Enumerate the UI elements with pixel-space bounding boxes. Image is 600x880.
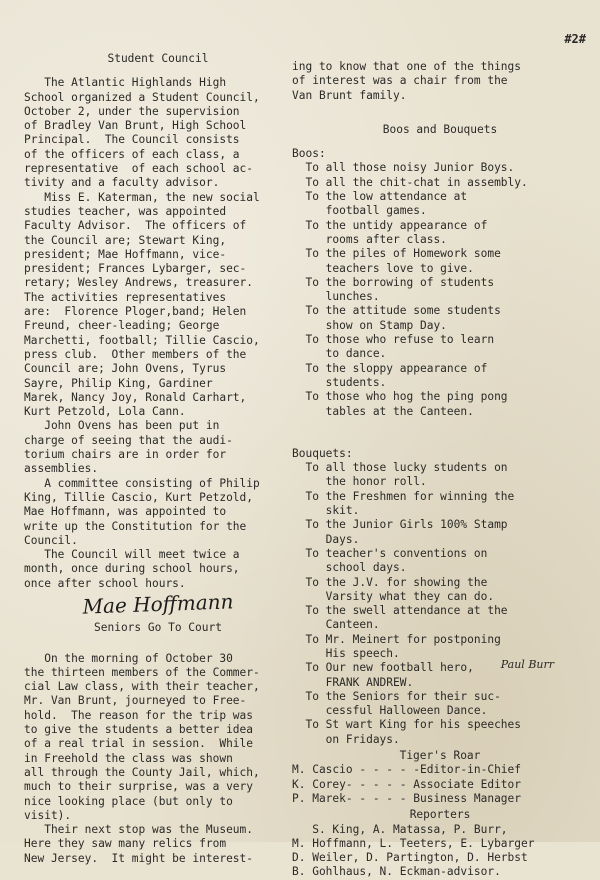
text-line: once after school hours. [24, 576, 186, 590]
text-line: His speech. [292, 646, 400, 660]
text-line: cessful Halloween Dance. [292, 704, 488, 718]
text-line: To those who hog the ping pong [292, 390, 508, 404]
staff-line: K. Corey- - - - - Associate Editor [292, 777, 522, 791]
text-line: To the Freshmen for winning the [292, 489, 515, 503]
text-line: ing to know that one of the things [292, 60, 522, 73]
list-item [292, 547, 588, 576]
text-line: Mr. Van Brunt, journeyed to Free- [24, 694, 247, 708]
list-item [292, 461, 588, 490]
text-line: to give the students a better idea [24, 723, 254, 737]
text-line: Canteen. [292, 618, 380, 632]
seniors-court-article [24, 652, 292, 866]
list-item [292, 576, 588, 605]
text-line: To the piles of Homework some [292, 247, 501, 261]
seniors-court-heading: Seniors Go To Court [94, 621, 222, 635]
text-line: assemblies. [24, 462, 99, 476]
masthead-staff [292, 763, 588, 806]
list-item [292, 333, 588, 362]
list-item [292, 176, 588, 190]
bouquets-list [292, 461, 588, 747]
text-line: To the Seniors for their suc- [292, 689, 501, 703]
right-column [292, 60, 588, 880]
text-line: Mae Hoffmann, was appointed to [24, 505, 227, 519]
list-item [292, 633, 588, 662]
text-line: teachers love to give. [292, 261, 474, 275]
text-line: on Fridays. [292, 732, 400, 746]
list-item [292, 247, 588, 276]
text-line: president; Mae Hoffmann, vice- [24, 247, 227, 261]
text-line: Principal. The Council consists [24, 133, 240, 147]
text-line: On the morning of October 30 [24, 651, 233, 665]
text-line: lunches. [292, 290, 380, 304]
text-line: Marchetti, football; Tillie Cascio, [24, 333, 260, 347]
text-line: To all those lucky students on [292, 461, 508, 475]
text-line: Council. [24, 533, 78, 547]
text-line: The activities representatives [24, 290, 227, 304]
text-line: rooms after class. [292, 232, 447, 246]
seniors-court-continuation [292, 60, 588, 103]
list-item [292, 190, 588, 219]
text-line: month, once during school hours, [24, 562, 240, 576]
text-line: The Atlantic Highlands High [24, 76, 227, 90]
text-line: hold. The reason for the trip was [24, 708, 254, 722]
text-line: To the borrowing of students [292, 275, 495, 289]
text-line: of the officers of each class, a [24, 147, 240, 161]
text-line: To all the chit-chat in assembly. [292, 175, 528, 189]
list-item [292, 276, 588, 305]
text-line: Their next stop was the Museum. [24, 823, 254, 837]
text-line: Varsity what they can do. [292, 589, 495, 603]
text-line: the thirteen members of the Commer- [24, 665, 260, 679]
text-line: A committee consisting of Philip [24, 476, 260, 490]
text-line: The Council will meet twice a [24, 548, 240, 562]
text-line: To the sloppy appearance of [292, 361, 488, 375]
paragraph [24, 652, 292, 824]
text-line: Kurt Petzold, Lola Cann. [24, 405, 186, 419]
text-line: To the swell attendance at the [292, 604, 508, 618]
text-line: cial Law class, with their teacher, [24, 680, 260, 694]
text-line: To teacher's conventions on [292, 546, 488, 560]
staff-line: P. Marek- - - - - Business Manager [292, 791, 522, 805]
text-line: of a real trial in session. While [24, 737, 254, 751]
text-line: Council are; John Ovens, Tyrus [24, 362, 227, 376]
text-line: nice looking place (but only to [24, 794, 233, 808]
list-item [292, 518, 588, 547]
text-line: retary; Wesley Andrews, treasurer. [24, 276, 254, 290]
text-line: FRANK ANDREW. [292, 675, 414, 689]
text-line: show on Stamp Day. [292, 318, 447, 332]
paragraph [24, 191, 292, 420]
text-line: president; Frances Lybarger, sec- [24, 262, 247, 276]
text-line: studies teacher, was appointed [24, 204, 227, 218]
paragraph [24, 76, 292, 190]
text-line: are: Florence Ploger,band; Helen [24, 305, 247, 319]
text-line: Marek, Nancy Joy, Ronald Carhart, [24, 390, 247, 404]
boos-list [292, 161, 588, 418]
text-line: To the attitude some students [292, 304, 501, 318]
text-line: Days. [292, 532, 360, 546]
text-line: torium chairs are in order for [24, 448, 227, 462]
text-line: New Jersey. It might be interest- [24, 851, 254, 865]
text-line: press club. Other members of the [24, 347, 247, 361]
page-number: #2# [564, 32, 586, 46]
text-line: King, Tillie Cascio, Kurt Petzold, [24, 490, 254, 504]
signature-mae-hoffmann: Mae Hoffmann [82, 589, 234, 619]
text-line: To the Junior Girls 100% Stamp [292, 518, 508, 532]
text-line: Faculty Advisor. The officers of [24, 219, 247, 233]
reporter-line: M. Hoffmann, L. Teeters, E. Lybarger [292, 836, 535, 850]
text-line: skit. [292, 504, 360, 518]
text-line: of interest was a chair from the [292, 74, 508, 88]
text-line: To Mr. Meinert for postponing [292, 632, 501, 646]
list-item [292, 490, 588, 519]
text-line: Sayre, Philip King, Gardiner [24, 376, 213, 390]
staff-line: M. Cascio - - - - -Editor-in-Chief [292, 763, 522, 777]
reporters-list [292, 823, 588, 880]
text-line: To Our new football hero, [292, 661, 474, 675]
list-item [292, 718, 588, 747]
text-line: Freund, cheer-leading; George [24, 319, 220, 333]
text-line: tables at the Canteen. [292, 404, 474, 418]
signature-paul-burr: Paul Burr [500, 658, 554, 671]
text-line: Here they saw many relics from [24, 837, 227, 851]
masthead-title: Tiger's Roar [399, 749, 481, 763]
text-line: the Council are; Stewart King, [24, 233, 227, 247]
boos-label: Boos: [292, 147, 326, 161]
list-item [292, 604, 588, 633]
reporter-line: S. King, A. Matassa, P. Burr, [292, 822, 508, 836]
text-line: To St wart King for his speeches [292, 718, 522, 732]
text-line: visit). [24, 808, 72, 822]
left-column [24, 52, 292, 866]
text-line: To the untidy appearance of [292, 218, 488, 232]
paragraph [24, 823, 292, 866]
reporters-label: Reporters [409, 808, 471, 822]
paragraph [24, 419, 292, 476]
text-line: write up the Constitution for the [24, 519, 247, 533]
text-line: charge of seeing that the audi- [24, 433, 233, 447]
text-line: of Bradley Van Brunt, High School [24, 119, 247, 133]
text-line: all through the County Jail, which, [24, 765, 260, 779]
text-line: To those who refuse to learn [292, 333, 495, 347]
list-item [292, 161, 588, 175]
text-line: football games. [292, 204, 427, 218]
reporter-line: B. Gohlhaus, N. Eckman-advisor. [292, 865, 501, 879]
text-line: To all those noisy Junior Boys. [292, 161, 515, 175]
text-line: Miss E. Katerman, the new social [24, 190, 260, 204]
text-line: Van Brunt family. [292, 88, 407, 102]
paragraph [24, 548, 292, 591]
text-line: much to their surprise, was a very [24, 780, 254, 794]
list-item [292, 362, 588, 391]
paragraph [24, 477, 292, 548]
text-line: John Ovens has been put in [24, 419, 220, 433]
reporter-line: D. Weiler, D. Partington, D. Herbst [292, 851, 528, 865]
text-line: students. [292, 375, 387, 389]
text-line: in Freehold the class was shown [24, 751, 233, 765]
list-item [292, 390, 588, 419]
text-line: to dance. [292, 347, 387, 361]
text-line: representative of each school ac- [24, 162, 254, 176]
list-item [292, 219, 588, 248]
text-line: the honor roll. [292, 475, 427, 489]
text-line: School organized a Student Council, [24, 90, 260, 104]
list-item [292, 304, 588, 333]
student-council-article [24, 76, 292, 591]
bouquets-label: Bouquets: [292, 446, 353, 460]
text-line: school days. [292, 561, 407, 575]
text-line: October 2, under the supervision [24, 104, 240, 118]
student-council-heading: Student Council [107, 52, 209, 65]
boos-bouquets-heading: Boos and Bouquets [382, 122, 498, 136]
text-line: To the J.V. for showing the [292, 575, 488, 589]
text-line: tivity and a faculty advisor. [24, 176, 220, 190]
list-item [292, 690, 588, 719]
text-line: To the low attendance at [292, 190, 468, 204]
